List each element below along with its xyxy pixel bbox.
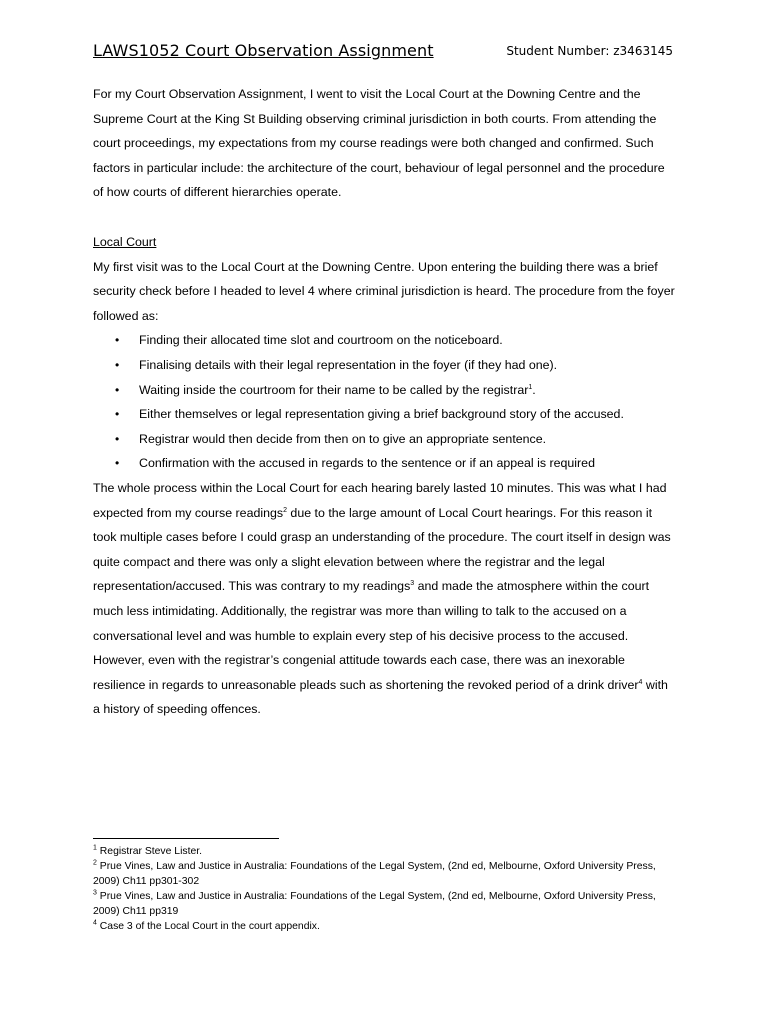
bullet-icon: • bbox=[115, 357, 120, 372]
footnote-number: 4 bbox=[93, 919, 97, 927]
student-number: Student Number: z3463145 bbox=[506, 44, 673, 58]
bullet-icon: • bbox=[115, 382, 120, 397]
intro-section bbox=[93, 82, 676, 205]
bullet-icon: • bbox=[115, 456, 120, 471]
list-item bbox=[93, 353, 676, 378]
list-item bbox=[93, 427, 676, 452]
footnote-text: Registrar Steve Lister. bbox=[96, 846, 203, 857]
page-header bbox=[93, 41, 673, 63]
bullet-icon: • bbox=[115, 333, 120, 348]
footnote-text: Prue Vines, Law and Justice in Australia: Foundations of the Legal System, (2nd ed, Melbourne, Oxford University Press, 2009) Ch11 pp319 bbox=[93, 891, 656, 917]
footnote-ref[interactable]: 3 bbox=[410, 580, 415, 588]
list-item-text: Confirmation with the accused in regards to the sentence or if an appeal is required bbox=[139, 456, 595, 471]
paragraph-text: The whole process within the Local Court for each hearing barely lasted 10 minutes. This was what I had expected from my course readings bbox=[93, 480, 667, 520]
footnote-number: 2 bbox=[93, 859, 97, 867]
list-item-text: Either themselves or legal representation giving a brief background story of the accused. bbox=[139, 407, 624, 422]
footnote-number: 1 bbox=[93, 844, 97, 852]
footnote-text: Case 3 of the Local Court in the court appendix. bbox=[96, 921, 320, 932]
footnote-ref[interactable]: 1 bbox=[528, 383, 533, 391]
footnote bbox=[93, 844, 673, 859]
bullet-icon: • bbox=[115, 407, 120, 422]
list-item bbox=[93, 451, 676, 476]
footnote-text: Prue Vines, Law and Justice in Australia: Foundations of the Legal System, (2nd ed, Melbourne, Oxford University Press, 2009) Ch11 pp301-302 bbox=[93, 861, 656, 887]
local-court-section bbox=[93, 230, 676, 722]
list-item bbox=[93, 402, 676, 427]
section-heading-local-court: Local Court bbox=[93, 235, 157, 249]
paragraph-text: with a history of speeding offences. bbox=[93, 677, 668, 717]
list-item-text: Registrar would then decide from then on to give an appropriate sentence. bbox=[139, 431, 547, 446]
footnote bbox=[93, 859, 673, 889]
list-item bbox=[93, 328, 676, 353]
paragraph-text: due to the large amount of Local Court hearings. For this reason it took multiple cases before I could grasp an understanding of the procedure. The court itself in design was quite compact and there was only a slight elevation between where the registrar and the legal representation/accused. This was contrary to my readings bbox=[93, 505, 671, 594]
footnote-divider bbox=[93, 838, 279, 839]
list-item-text: Finalising details with their legal representation in the foyer (if they had one). bbox=[139, 357, 558, 372]
intro-paragraph: For my Court Observation Assignment, I went to visit the Local Court at the Downing Centre and the Supreme Court at the King St Building observing criminal jurisdiction in both courts. From attending the court proceedings, my expectations from my course readings were both changed and confirmed. Such factors in particular include: the architecture of the court, behaviour of legal personnel and the procedure of how courts of different hierarchies operate. bbox=[93, 87, 665, 200]
local-court-paragraph-1: My first visit was to the Local Court at the Downing Centre. Upon entering the building there was a brief security check before I headed to level 4 where criminal jurisdiction is heard. The procedure from the foyer followed as: bbox=[93, 259, 675, 323]
list-item bbox=[93, 378, 676, 403]
footnote bbox=[93, 919, 673, 934]
bullet-icon: • bbox=[115, 431, 120, 446]
assignment-title: LAWS1052 Court Observation Assignment bbox=[93, 41, 434, 60]
list-item-end: . bbox=[532, 382, 536, 397]
footnote-ref[interactable]: 4 bbox=[638, 678, 643, 686]
footnote-ref[interactable]: 2 bbox=[283, 506, 287, 514]
paragraph-text: and made the atmosphere within the court much less intimidating. Additionally, the registrar was more than willing to talk to the accused on a conversational level and was humble to explain every step of his decisive process to the accused. However, even with the registrar’s congenial attitude towards each case, there was an inexorable resilience in regards to unreasonable pleads such as shortening the revoked period of a drink driver bbox=[93, 579, 650, 692]
footnote-number: 3 bbox=[93, 889, 97, 897]
footnotes bbox=[93, 844, 673, 934]
procedure-list bbox=[93, 328, 676, 476]
list-item-text: Waiting inside the courtroom for their name to be called by the registrar bbox=[139, 382, 529, 397]
footnote bbox=[93, 889, 673, 919]
local-court-paragraph-2 bbox=[93, 476, 676, 722]
list-item-text: Finding their allocated time slot and courtroom on the noticeboard. bbox=[139, 333, 503, 348]
